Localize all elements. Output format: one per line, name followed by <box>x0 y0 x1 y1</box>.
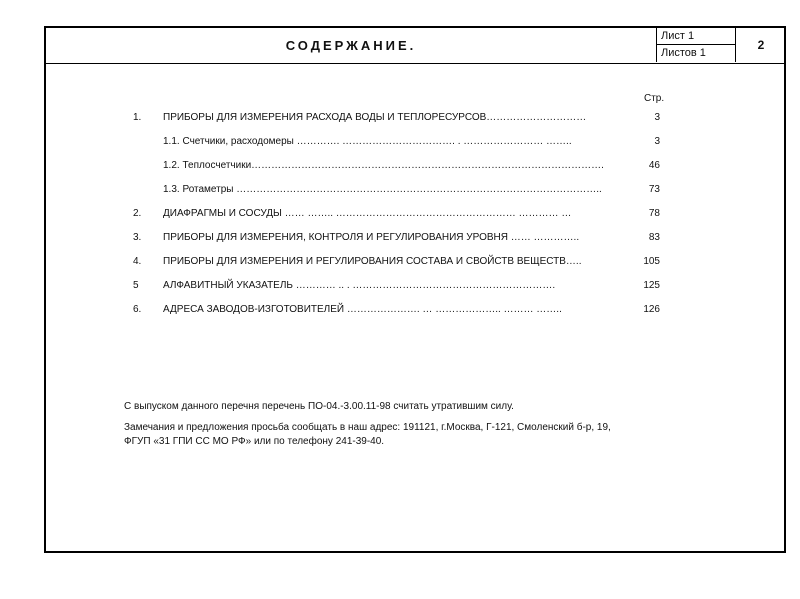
toc-entry-page: 125 <box>643 280 660 291</box>
toc-entry-number: 1. <box>133 112 142 123</box>
toc-entry-title: 1.2. Теплосчетчики……………………………………………………………………………………………. <box>163 160 604 171</box>
toc-entry-page: 78 <box>648 208 660 219</box>
toc-entry-title: 1.1. Счетчики, расходомеры …………. ……………………………. . …………………… …….. <box>163 136 572 147</box>
toc-entry-page: 73 <box>648 184 660 195</box>
header-row <box>46 28 784 64</box>
page-title: СОДЕРЖАНИЕ. <box>285 38 417 53</box>
toc-entry-page: 3 <box>654 112 660 123</box>
toc-entry-number: 6. <box>133 304 142 315</box>
sheet-label: Лист 1 <box>657 28 735 45</box>
toc-entry-number: 5 <box>133 280 139 291</box>
toc-entry-page: 126 <box>643 304 660 315</box>
contact-note-line-2: ФГУП «31 ГПИ СС МО РФ» или по телефону 241-39-40. <box>124 436 385 447</box>
toc-entry-number: 2. <box>133 208 142 219</box>
toc-entry-title: ДИАФРАГМЫ И СОСУДЫ …… …….. ……………………………………………… ………… … <box>163 208 572 219</box>
page-column-label: Стр. <box>644 93 665 104</box>
toc-entry-page: 46 <box>648 160 660 171</box>
toc-entry-title: ПРИБОРЫ ДЛЯ ИЗМЕРЕНИЯ И РЕГУЛИРОВАНИЯ СОСТАВА И СВОЙСТВ ВЕЩЕСТВ….. <box>163 256 582 267</box>
toc-entry-page: 105 <box>643 256 660 267</box>
toc-entry-title: АЛФАВИТНЫЙ УКАЗАТЕЛЬ ………… .. . ……………………………………………………. <box>163 280 556 291</box>
toc-entry-number: 4. <box>133 256 142 267</box>
sheets-total-label: Листов 1 <box>661 47 706 59</box>
toc-entry-page: 83 <box>648 232 660 243</box>
sheet-info-cell <box>656 28 736 62</box>
contact-note-line-1: Замечания и предложения просьба сообщать в наш адрес: 191121, г.Москва, Г-121, Смоленский б-р, 19, <box>124 422 611 433</box>
toc-entry-title: ПРИБОРЫ ДЛЯ ИЗМЕРЕНИЯ, КОНТРОЛЯ И РЕГУЛИРОВАНИЯ УРОВНЯ …… ………….. <box>163 232 580 243</box>
toc-entry-title: ПРИБОРЫ ДЛЯ ИЗМЕРЕНИЯ РАСХОДА ВОДЫ И ТЕПЛОРЕСУРСОВ………………………… <box>163 112 587 123</box>
toc-entry-number: 3. <box>133 232 142 243</box>
toc-entry-title: 1.3. Ротаметры ……………………………………………………………………………………………….. <box>163 184 602 195</box>
toc-entry-title: АДРЕСА ЗАВОДОВ-ИЗГОТОВИТЕЛЕЙ …………………. … ……………….. ……… …….. <box>163 304 562 315</box>
toc-entry-page: 3 <box>654 136 660 147</box>
supersede-note: С выпуском данного перечня перечень ПО-04.-3.00.11-98 считать утратившим силу. <box>124 401 514 412</box>
page-number: 2 <box>757 38 765 52</box>
